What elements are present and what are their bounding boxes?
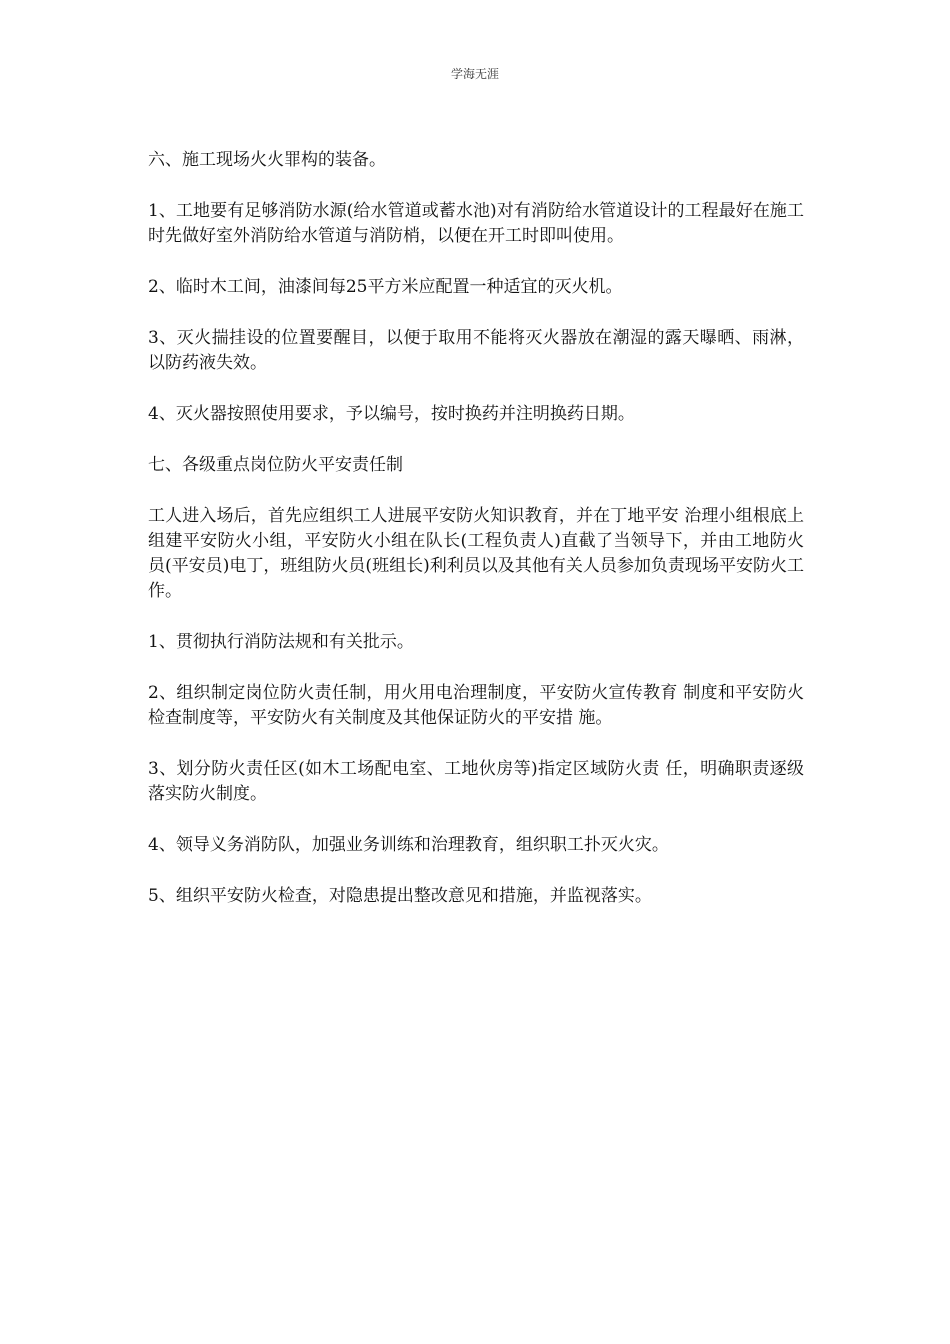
duty-item-3: 3、划分防火责任区(如木工场配电室、工地伙房等)指定区域防火责 任，明确职责逐级落实防火制度。 — [148, 759, 804, 804]
duty-item-2: 2、组织制定岗位防火责任制，用火用电治理制度，平安防火宣传教育 制度和平安防火检查制度等，平安防火有关制度及其他保证防火的平安措 施。 — [148, 683, 804, 728]
paragraph-item-1: 1、工地要有足够消防水源(给水管道或蓄水池)对有消防给水管道设计的工程最好在施工时先做好室外消防给水管道与消防梢，以便在开工时即叫使用。 — [148, 201, 804, 246]
intro-paragraph: 工人进入场后，首先应组织工人进展平安防火知识教育，并在丁地平安 治理小组根底上组建平安防火小组，平安防火小组在队长(工程负责人)直截了当领导下，并由工地防火员(平安员)电丁，班组防火员(班组长)利利员以及其他有关人员参加负责现场平安防火工作。 — [148, 506, 804, 601]
duty-item-1: 1、贯彻执行消防法规和有关批示。 — [148, 632, 414, 652]
page-header: 学海无涯 — [450, 67, 499, 81]
section-heading-6: 六、施工现场火火罪构的装备。 — [148, 150, 386, 170]
duty-item-5: 5、组织平安防火检查，对隐患提出整改意见和措施，并监视落实。 — [148, 886, 652, 906]
paragraph-item-3: 3、灭火揣挂设的位置要醒目，以便于取用不能将灭火器放在潮湿的露天曝晒、雨淋，以防药液失效。 — [148, 328, 804, 373]
duty-item-4: 4、领导义务消防队，加强业务训练和治理教育，组织职工扑灭火灾。 — [148, 835, 669, 855]
document-body — [148, 148, 804, 935]
section-heading-7: 七、各级重点岗位防火平安责任制 — [148, 455, 403, 475]
paragraph-item-2: 2、临时木工间，油漆间每25平方米应配置一种适宜的灭火机。 — [148, 277, 623, 297]
paragraph-item-4: 4、灭火器按照使用要求，予以编号，按时换药并注明换药日期。 — [148, 404, 635, 424]
